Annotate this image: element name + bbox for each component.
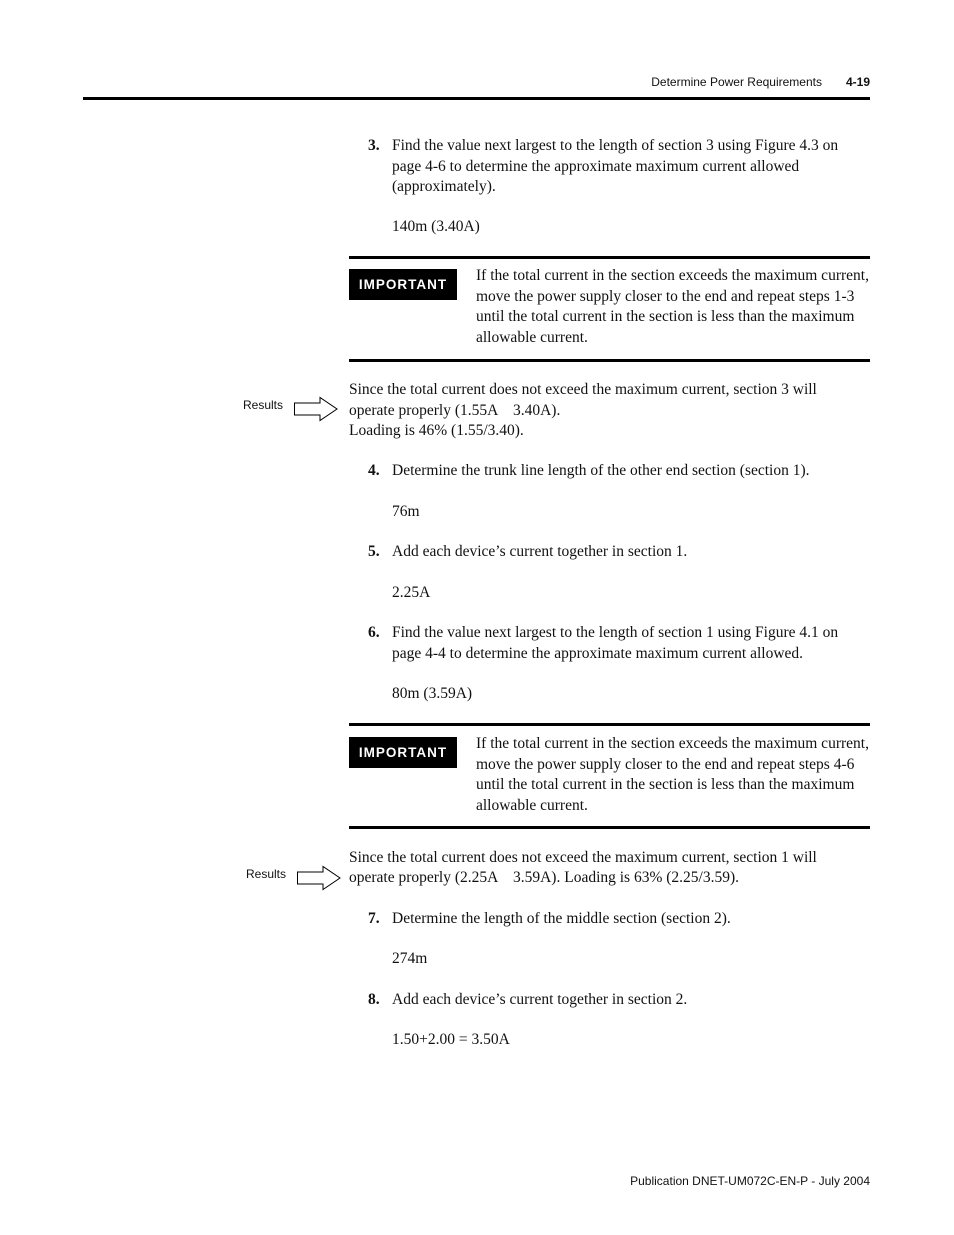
step-6-value: 80m (3.59A) xyxy=(392,685,473,702)
results-1-arrow-icon xyxy=(293,396,339,422)
important-1-bottom-rule xyxy=(349,359,870,362)
results-2-line-1: Since the total current does not exceed the maximum current, section 1 will xyxy=(349,849,817,866)
step-8-text: Add each device’s current together in section 2. xyxy=(392,991,688,1008)
results-2-label: Results xyxy=(246,867,287,881)
results-1-line-1: Since the total current does not exceed the maximum current, section 3 will xyxy=(349,381,817,398)
step-5-value: 2.25A xyxy=(392,584,431,601)
results-2-line-2: operate properly (2.25A 3.59A). Loading is 63% (2.25/3.59). xyxy=(349,869,740,886)
results-1-line-2: operate properly (1.55A 3.40A). xyxy=(349,402,561,419)
step-7-text: Determine the length of the middle section (section 2). xyxy=(392,910,731,927)
results-2-arrow-icon xyxy=(296,865,342,891)
step-3-number: 3. xyxy=(368,137,380,154)
step-4-number: 4. xyxy=(368,462,380,479)
step-5-text: Add each device’s current together in section 1. xyxy=(392,543,688,560)
step-7-value: 274m xyxy=(392,950,428,967)
important-2-top-rule xyxy=(349,723,870,726)
step-3-text: Find the value next largest to the length of section 3 using Figure 4.3 on page 4-6 to determine the approximate maximum current allowed (approximately). xyxy=(392,137,839,195)
important-2-badge: IMPORTANT xyxy=(349,737,457,768)
page-number: 4-19 xyxy=(845,75,870,89)
step-7-number: 7. xyxy=(368,910,380,927)
important-1-top-rule xyxy=(349,256,870,259)
step-6-text: Find the value next largest to the length of section 1 using Figure 4.1 on page 4-4 to determine the approximate maximum current allowed. xyxy=(392,624,839,662)
step-8-number: 8. xyxy=(368,991,380,1008)
header-rule xyxy=(83,97,870,100)
results-1-line-3: Loading is 46% (1.55/3.40). xyxy=(349,422,524,439)
step-4-text: Determine the trunk line length of the other end section (section 1). xyxy=(392,462,810,479)
important-1-badge: IMPORTANT xyxy=(349,269,457,300)
step-4-value: 76m xyxy=(392,503,420,520)
publication-footer: Publication DNET-UM072C-EN-P - July 2004 xyxy=(630,1174,870,1188)
important-1-text: If the total current in the section exceeds the maximum current, move the power supply closer to the end and repeat steps 1-3 until the total current in the section is less than the maximum allowable current. xyxy=(476,267,869,346)
step-8-value: 1.50+2.00 = 3.50A xyxy=(392,1031,510,1048)
important-2-bottom-rule xyxy=(349,826,870,829)
step-3-value: 140m (3.40A) xyxy=(392,218,480,235)
important-2-text: If the total current in the section exceeds the maximum current, move the power supply closer to the end and repeat steps 4-6 until the total current in the section is less than the maximum allowable current. xyxy=(476,735,869,814)
step-5-number: 5. xyxy=(368,543,380,560)
step-6-number: 6. xyxy=(368,624,380,641)
results-1-label: Results xyxy=(243,398,284,412)
running-header-title: Determine Power Requirements xyxy=(651,75,822,89)
